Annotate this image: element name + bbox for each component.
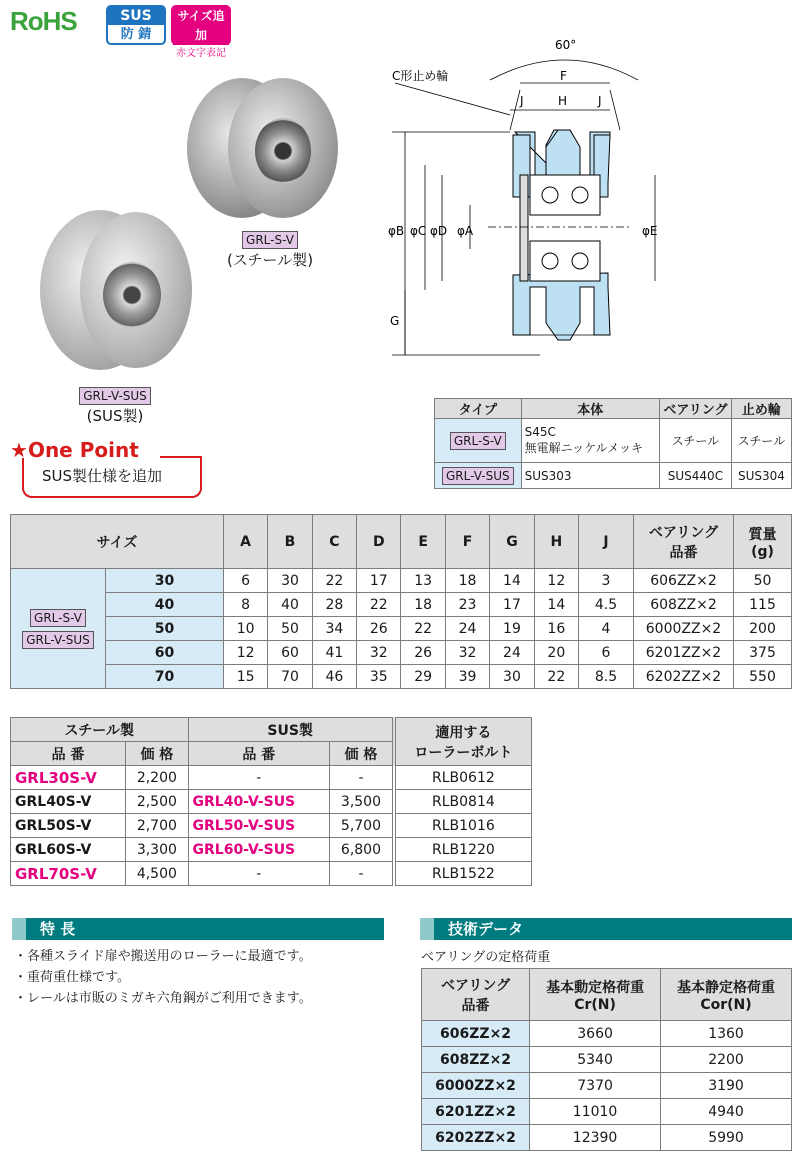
ball-icon <box>572 187 588 203</box>
snap-ring <box>520 175 528 281</box>
one-point-heading: One Point <box>27 438 139 462</box>
ball-icon <box>542 253 558 269</box>
mat-header: 止め輪 <box>731 399 791 419</box>
sus-code: GRL50-V-SUS <box>188 814 330 838</box>
sus-code: - <box>188 766 330 790</box>
features-list <box>14 946 312 1009</box>
bearing-code: 606ZZ×2 <box>422 1021 530 1047</box>
table-cell: 13 <box>401 569 445 593</box>
table-cell: 200 <box>734 617 792 641</box>
material-table <box>434 398 792 489</box>
rate-header: 基本静定格荷重 Cor(N) <box>661 969 792 1021</box>
dim-header: J <box>579 515 634 569</box>
sus-price: 3,500 <box>330 790 394 814</box>
table-cell: 18 <box>401 593 445 617</box>
size-cell: 40 <box>106 593 224 617</box>
dynamic-load: 5340 <box>530 1047 661 1073</box>
price-header-bolt: 適用する ローラーボルト <box>394 718 532 766</box>
dim-header: F <box>445 515 489 569</box>
dimension-table <box>10 514 792 689</box>
table-cell: 8.5 <box>579 665 634 689</box>
dynamic-load: 7370 <box>530 1073 661 1099</box>
table-cell: 23 <box>445 593 489 617</box>
bearing-material: スチール <box>659 419 731 463</box>
bolt-code: RLB0612 <box>394 766 532 790</box>
bearing-code: 608ZZ×2 <box>422 1047 530 1073</box>
steel-code: GRL50S-V <box>11 814 126 838</box>
table-cell: 14 <box>534 593 578 617</box>
table-cell: 46 <box>312 665 356 689</box>
table-cell: 18 <box>445 569 489 593</box>
table-cell: 6 <box>579 641 634 665</box>
table-cell: 22 <box>401 617 445 641</box>
angle-label: 60° <box>555 38 577 52</box>
ball-icon <box>542 187 558 203</box>
steel-price: 4,500 <box>126 862 188 886</box>
table-row <box>422 1073 792 1099</box>
bolt-code: RLB1220 <box>394 838 532 862</box>
steel-code: GRL70S-V <box>11 862 126 886</box>
size-badge-top: サイズ追加 <box>173 7 229 45</box>
dim-J-left: J <box>520 94 524 108</box>
dim-phiC: φC <box>410 224 427 238</box>
steel-code: GRL60S-V <box>11 838 126 862</box>
body-material: S45C <box>524 425 556 439</box>
type-tag: GRL-V-SUS <box>442 467 514 485</box>
dim-H: H <box>558 94 568 108</box>
square-icon <box>12 918 26 940</box>
sus-badge-bottom: 防 錆 <box>120 27 152 42</box>
sus-badge-top: SUS <box>108 7 164 25</box>
square-icon <box>420 918 434 940</box>
table-cell: 29 <box>401 665 445 689</box>
table-row <box>11 617 792 641</box>
dim-J-right: J <box>598 94 602 108</box>
bearing-code: 6000ZZ×2 <box>422 1073 530 1099</box>
table-row <box>11 569 792 593</box>
table-row <box>422 1047 792 1073</box>
dim-phiB: φB <box>388 224 405 238</box>
bolt-code: RLB0814 <box>394 790 532 814</box>
table-cell: 60 <box>268 641 312 665</box>
price-subheader-code: 品 番 <box>188 742 330 766</box>
size-badge-bottom: 赤文字表記 <box>176 48 226 59</box>
table-cell: 35 <box>357 665 401 689</box>
table-cell: 6 <box>223 569 267 593</box>
table-cell: 34 <box>312 617 356 641</box>
steel-code: GRL30S-V <box>11 766 126 790</box>
body-finish: 無電解ニッケルメッキ <box>524 441 644 455</box>
dim-header: B <box>268 515 312 569</box>
dim-header-bearing: ベアリング 品番 <box>634 515 734 569</box>
dim-header: A <box>223 515 267 569</box>
table-cell: 32 <box>445 641 489 665</box>
table-row <box>422 1021 792 1047</box>
table-row <box>422 1099 792 1125</box>
static-load: 2200 <box>661 1047 792 1073</box>
size-added-badge <box>171 5 231 59</box>
table-cell: 608ZZ×2 <box>634 593 734 617</box>
c-ring-label: C形止め輪 <box>392 69 449 83</box>
steel-price: 2,700 <box>126 814 188 838</box>
table-cell: 4 <box>579 617 634 641</box>
type-tag: GRL-S-V <box>450 432 506 450</box>
dim-phiA: φA <box>457 224 474 238</box>
one-point-text: SUS製仕様を追加 <box>42 467 163 485</box>
bolt-code: RLB1522 <box>394 862 532 886</box>
dim-phiE: φE <box>642 224 658 238</box>
table-cell: 39 <box>445 665 489 689</box>
size-cell: 60 <box>106 641 224 665</box>
price-subheader-price: 価 格 <box>330 742 394 766</box>
ball-icon <box>572 253 588 269</box>
static-load: 1360 <box>661 1021 792 1047</box>
table-row <box>11 838 532 862</box>
star-icon: ★ <box>10 438 28 462</box>
dim-G: G <box>390 314 400 328</box>
dim-header: D <box>357 515 401 569</box>
price-table <box>10 717 532 886</box>
list-item: ・重荷重仕様です。 <box>14 970 130 985</box>
table-cell: 16 <box>534 617 578 641</box>
table-cell: 6000ZZ×2 <box>634 617 734 641</box>
table-cell: 6202ZZ×2 <box>634 665 734 689</box>
static-load: 3190 <box>661 1073 792 1099</box>
table-cell: 26 <box>401 641 445 665</box>
table-cell: 17 <box>490 593 534 617</box>
list-item: ・レールは市販のミガキ六角鋼がご利用できます。 <box>14 991 312 1006</box>
bearing-code: 6201ZZ×2 <box>422 1099 530 1125</box>
static-load: 4940 <box>661 1099 792 1125</box>
table-cell: 24 <box>490 641 534 665</box>
table-cell: 20 <box>534 641 578 665</box>
type-cell <box>11 569 106 689</box>
dynamic-load: 12390 <box>530 1125 661 1151</box>
bearing-code: 6202ZZ×2 <box>422 1125 530 1151</box>
price-subheader-code: 品 番 <box>11 742 126 766</box>
table-cell: 30 <box>490 665 534 689</box>
table-cell: 115 <box>734 593 792 617</box>
table-cell: 10 <box>223 617 267 641</box>
table-cell: 606ZZ×2 <box>634 569 734 593</box>
dynamic-load: 11010 <box>530 1099 661 1125</box>
static-load: 5990 <box>661 1125 792 1151</box>
sus-price: - <box>330 862 394 886</box>
table-cell: 17 <box>357 569 401 593</box>
sus-price: 5,700 <box>330 814 394 838</box>
product-code-tag: GRL-V-SUS <box>79 387 151 405</box>
dim-header: G <box>490 515 534 569</box>
table-row <box>11 665 792 689</box>
size-cell: 30 <box>106 569 224 593</box>
type-tag: GRL-S-V <box>30 609 86 627</box>
table-cell: 375 <box>734 641 792 665</box>
sus-code: GRL40-V-SUS <box>188 790 330 814</box>
table-cell: 30 <box>268 569 312 593</box>
table-cell: 50 <box>268 617 312 641</box>
table-row <box>11 766 532 790</box>
table-cell: 4.5 <box>579 593 634 617</box>
table-cell: 8 <box>223 593 267 617</box>
dim-header-size: サイズ <box>11 515 224 569</box>
price-header-steel: スチール製 <box>11 718 189 742</box>
dim-header-mass: 質量 (g) <box>734 515 792 569</box>
table-cell: 22 <box>312 569 356 593</box>
ring-material: SUS304 <box>731 463 791 489</box>
table-row <box>422 1125 792 1151</box>
bearing-bottom <box>530 241 600 281</box>
size-cell: 50 <box>106 617 224 641</box>
table-row <box>435 463 792 489</box>
table-cell: 12 <box>534 569 578 593</box>
bearing-material: SUS440C <box>659 463 731 489</box>
mat-header: ベアリング <box>659 399 731 419</box>
sus-code: - <box>188 862 330 886</box>
type-tag: GRL-V-SUS <box>22 631 94 649</box>
table-cell: 26 <box>357 617 401 641</box>
table-cell: 22 <box>357 593 401 617</box>
dim-header: H <box>534 515 578 569</box>
sus-badge <box>106 5 166 45</box>
dim-header: E <box>401 515 445 569</box>
features-heading: 特 長 <box>12 918 384 940</box>
rate-header: 基本動定格荷重 Cr(N) <box>530 969 661 1021</box>
table-cell: 22 <box>534 665 578 689</box>
dynamic-load: 3660 <box>530 1021 661 1047</box>
table-row <box>11 593 792 617</box>
dim-phiD: φD <box>430 224 448 238</box>
steel-price: 3,300 <box>126 838 188 862</box>
ring-material: スチール <box>731 419 791 463</box>
hub-bottom <box>513 273 610 340</box>
table-cell: 3 <box>579 569 634 593</box>
body-material: SUS303 <box>521 463 659 489</box>
table-cell: 50 <box>734 569 792 593</box>
table-cell: 14 <box>490 569 534 593</box>
rate-header: ベアリング 品番 <box>422 969 530 1021</box>
price-subheader-price: 価 格 <box>126 742 188 766</box>
bolt-code: RLB1016 <box>394 814 532 838</box>
table-cell: 40 <box>268 593 312 617</box>
table-row <box>11 814 532 838</box>
table-cell: 19 <box>490 617 534 641</box>
tech-heading: 技術データ <box>420 918 792 940</box>
steel-code: GRL40S-V <box>11 790 126 814</box>
table-cell: 32 <box>357 641 401 665</box>
product-code-tag: GRL-S-V <box>242 231 298 249</box>
table-row <box>435 419 792 463</box>
product-material: (スチール製) <box>226 251 314 269</box>
list-item: ・各種スライド扉や搬送用のローラーに最適です。 <box>14 949 312 964</box>
size-cell: 70 <box>106 665 224 689</box>
mat-header: タイプ <box>435 399 522 419</box>
table-cell: 28 <box>312 593 356 617</box>
product-label-sus <box>55 386 175 426</box>
tech-subtitle: ベアリングの定格荷重 <box>421 950 551 965</box>
sus-price: 6,800 <box>330 838 394 862</box>
steel-price: 2,500 <box>126 790 188 814</box>
rohs-logo: RoHS <box>10 6 77 36</box>
table-cell: 15 <box>223 665 267 689</box>
table-row <box>11 790 532 814</box>
leader-line <box>395 83 510 115</box>
table-row <box>11 862 532 886</box>
bearing-top <box>530 175 600 215</box>
table-cell: 70 <box>268 665 312 689</box>
table-cell: 6201ZZ×2 <box>634 641 734 665</box>
dim-header: C <box>312 515 356 569</box>
table-cell: 12 <box>223 641 267 665</box>
sus-code: GRL60-V-SUS <box>188 838 330 862</box>
product-label-steel <box>210 230 330 270</box>
one-point-box <box>22 458 202 498</box>
dim-F: F <box>560 69 567 83</box>
steel-price: 2,200 <box>126 766 188 790</box>
price-header-sus: SUS製 <box>188 718 394 742</box>
table-cell: 550 <box>734 665 792 689</box>
rating-table <box>421 968 792 1151</box>
dimension-drawing <box>380 35 680 365</box>
mat-header: 本体 <box>521 399 659 419</box>
sus-price: - <box>330 766 394 790</box>
product-material: (SUS製) <box>86 407 144 425</box>
table-cell: 41 <box>312 641 356 665</box>
table-row <box>11 641 792 665</box>
table-cell: 24 <box>445 617 489 641</box>
